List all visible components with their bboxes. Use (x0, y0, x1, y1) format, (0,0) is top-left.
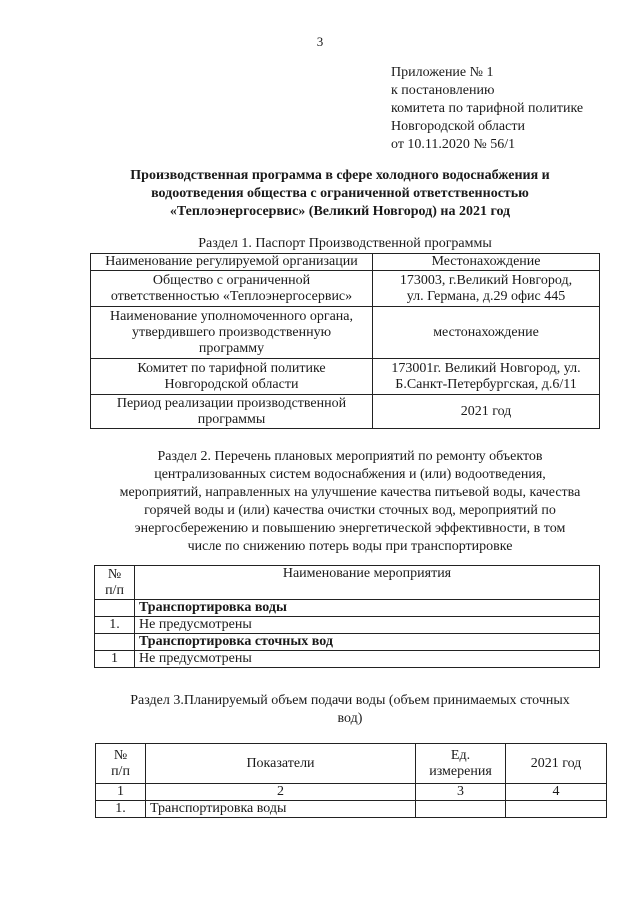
group-title: Транспортировка сточных вод (135, 634, 600, 651)
title-line: «Теплоэнергосервис» (Великий Новгород) на 2021 год (169, 204, 511, 219)
header-cell: Наименование регулируемой организации (91, 254, 373, 271)
appendix-line: к постановлению (391, 83, 495, 98)
header-cell: № п/п (95, 566, 135, 600)
document-title (100, 167, 580, 221)
page-number: 3 (316, 34, 324, 49)
heading-line: централизованных систем водоснабжения и (или) водоотведения, (154, 467, 546, 482)
table-cell: 1 (96, 784, 146, 801)
heading-line: числе по снижению потерь воды при транспортировке (187, 539, 513, 554)
table-cell: Не предусмотрены (135, 651, 600, 668)
heading-line: Раздел 2. Перечень плановых мероприятий по ремонту объектов (157, 449, 543, 464)
header-cell: Наименование мероприятия (135, 566, 600, 600)
heading-line: Раздел 3.Планируемый объем подачи воды (объем принимаемых сточных (130, 693, 570, 708)
table-cell: Общество с ограниченной ответственностью «Теплоэнергосервис» (91, 271, 373, 307)
title-line: водоотведения общества с ограниченной ответственностью (151, 186, 529, 201)
table-cell: 2 (146, 784, 416, 801)
table-cell: 1. (95, 617, 135, 634)
table-cell: 3 (416, 784, 506, 801)
table-cell (416, 801, 506, 818)
header-cell: 2021 год (506, 744, 607, 784)
table-row (96, 744, 607, 784)
table-row (91, 395, 600, 429)
table-row (91, 254, 600, 271)
appendix-block (391, 64, 583, 154)
table-cell: 4 (506, 784, 607, 801)
table-cell: Период реализации производственной программы (91, 395, 373, 429)
table-cell (95, 600, 135, 617)
table-row (91, 359, 600, 395)
table-cell: 1. (96, 801, 146, 818)
appendix-line: Приложение № 1 (391, 65, 494, 80)
table-row (91, 271, 600, 307)
section2-heading (85, 448, 615, 556)
heading-line: горячей воды и (или) качества очистки сточных вод, мероприятий по (144, 503, 556, 518)
table-row (95, 651, 600, 668)
measures-table (94, 565, 600, 668)
group-title: Транспортировка воды (135, 600, 600, 617)
table-row (96, 801, 607, 818)
appendix-line: комитета по тарифной политике (391, 101, 584, 116)
title-line: Производственная программа в сфере холодного водоснабжения и (130, 168, 550, 183)
table-row (95, 634, 600, 651)
table-row (95, 617, 600, 634)
table-cell (95, 634, 135, 651)
passport-table (90, 253, 600, 429)
table-cell: 173001г. Великий Новгород, ул. Б.Санкт-Петербургская, д.6/11 (373, 359, 600, 395)
table-row (91, 307, 600, 359)
table-row (95, 566, 600, 600)
table-cell: Комитет по тарифной политике Новгородской области (91, 359, 373, 395)
heading-line: вод) (337, 711, 363, 726)
table-row (96, 784, 607, 801)
appendix-line: Новгородской области (391, 119, 525, 134)
table-cell: Транспортировка воды (146, 801, 416, 818)
heading-line: мероприятий, направленных на улучшение качества питьевой воды, качества (119, 485, 581, 500)
table-cell (506, 801, 607, 818)
header-cell: № п/п (96, 744, 146, 784)
table-row (95, 600, 600, 617)
header-cell: Ед. измерения (416, 744, 506, 784)
table-cell: 173003, г.Великий Новгород, ул. Германа, д.29 офис 445 (373, 271, 600, 307)
volume-table (95, 743, 607, 818)
table-cell: 2021 год (373, 395, 600, 429)
appendix-line: от 10.11.2020 № 56/1 (391, 137, 516, 152)
section3-heading (95, 692, 605, 728)
header-cell: Показатели (146, 744, 416, 784)
header-cell: Местонахождение (373, 254, 600, 271)
section1-heading: Раздел 1. Паспорт Производственной программы (198, 236, 492, 251)
table-cell: Наименование уполномоченного органа, утвердившего производственную программу (91, 307, 373, 359)
table-cell: 1 (95, 651, 135, 668)
table-cell: Не предусмотрены (135, 617, 600, 634)
table-cell: местонахождение (373, 307, 600, 359)
heading-line: энергосбережению и повышению энергетической эффективности, в том (134, 521, 566, 536)
